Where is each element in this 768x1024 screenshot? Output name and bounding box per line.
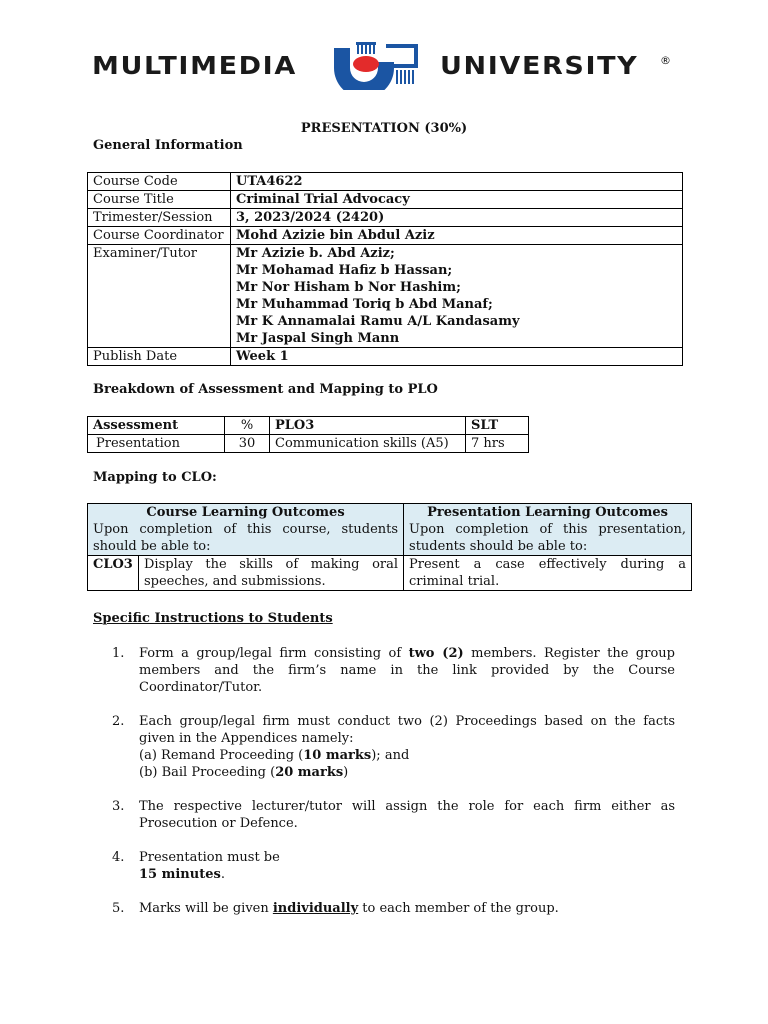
instructions-list <box>112 645 675 934</box>
row-value: UTA4622 <box>231 173 683 191</box>
cell: 30 <box>225 435 270 453</box>
registered-mark: ® <box>660 54 671 67</box>
document-title: PRESENTATION (30%) <box>300 121 468 136</box>
row-label: Course Coordinator <box>88 227 231 245</box>
plo-text: Present a case effectively during a criminal trial. <box>404 556 692 591</box>
table-row <box>88 209 683 227</box>
item-emphasis: individually <box>272 901 359 916</box>
col-header: PLO3 <box>270 417 466 435</box>
item-text: (b) Bail Proceeding ( <box>139 765 276 780</box>
row-value: Week 1 <box>231 348 683 366</box>
plo-header-title: Presentation Learning Outcomes <box>427 505 668 520</box>
table-header-row <box>88 504 692 556</box>
item-emphasis: two (2) <box>408 646 464 661</box>
examiner-name: Mr K Annamalai Ramu A/L Kandasamy <box>236 314 520 329</box>
plo-header-sub: Upon completion of this presentation, students should be able to: <box>409 522 686 554</box>
clo-text: Display the skills of making oral speeches, and submissions. <box>139 556 404 591</box>
item-text: members. Register the group members and the firm’s name in the link provided by the Course Coordinator/Tutor. <box>139 646 675 695</box>
row-value: Mohd Azizie bin Abdul Aziz <box>231 227 683 245</box>
examiner-name: Mr Azizie b. Abd Aziz; <box>236 246 395 261</box>
list-item <box>112 645 675 696</box>
item-number: 3. <box>112 799 125 814</box>
table-row <box>88 348 683 366</box>
clo-header-sub: Upon completion of this course, students should be able to: <box>93 522 399 554</box>
item-number: 2. <box>112 714 125 729</box>
clo-mapping-table <box>87 503 692 591</box>
logo-text-left: MULTIMEDIA <box>92 51 297 80</box>
clo-code: CLO3 <box>88 556 139 591</box>
item-text: (a) Remand Proceeding ( <box>139 748 304 763</box>
cell: Presentation <box>88 435 225 453</box>
breakdown-table <box>87 416 529 453</box>
item-emphasis: 15 minutes <box>139 867 221 882</box>
cell: 7 hrs <box>466 435 529 453</box>
row-label: Publish Date <box>88 348 231 366</box>
plo-header-cell <box>404 504 692 556</box>
item-number: 1. <box>112 646 125 661</box>
item-text: Marks will be given <box>139 901 273 916</box>
item-text: ) <box>343 765 349 780</box>
list-item <box>112 900 675 917</box>
col-header: SLT <box>466 417 529 435</box>
clo-header-cell <box>88 504 404 556</box>
item-text: Each group/legal firm must conduct two (2) Proceedings based on the facts given in the Appendices namely: <box>139 714 675 746</box>
examiner-name: Mr Nor Hisham b Nor Hashim; <box>236 280 461 295</box>
item-text: to each member of the group. <box>358 901 559 916</box>
university-logo <box>90 40 680 90</box>
item-emphasis: 10 marks <box>303 748 372 763</box>
item-text: Form a group/legal firm consisting of <box>139 646 409 661</box>
item-text: . <box>220 867 225 882</box>
logo-text-right: UNIVERSITY <box>440 51 639 80</box>
list-item <box>112 713 675 781</box>
item-number: 4. <box>112 850 125 865</box>
cell: Communication skills (A5) <box>270 435 466 453</box>
row-label: Course Code <box>88 173 231 191</box>
item-emphasis: 20 marks <box>275 765 344 780</box>
item-text: Presentation must be <box>139 850 280 865</box>
item-text: ); and <box>371 748 410 763</box>
general-info-table <box>87 172 683 366</box>
examiner-name: Mr Mohamad Hafiz b Hassan; <box>236 263 453 278</box>
table-row <box>88 227 683 245</box>
university-emblem-icon <box>326 40 426 90</box>
col-header: Assessment <box>88 417 225 435</box>
breakdown-heading: Breakdown of Assessment and Mapping to PLO <box>93 382 438 397</box>
general-info-heading: General Information <box>93 138 243 153</box>
table-row <box>88 191 683 209</box>
row-label: Trimester/Session <box>88 209 231 227</box>
examiner-name: Mr Muhammad Toriq b Abd Manaf; <box>236 297 493 312</box>
col-header: % <box>225 417 270 435</box>
list-item <box>112 849 675 883</box>
clo-header-title: Course Learning Outcomes <box>146 505 345 520</box>
table-row <box>88 173 683 191</box>
row-value: Criminal Trial Advocacy <box>231 191 683 209</box>
row-label: Course Title <box>88 191 231 209</box>
table-header-row <box>88 417 529 435</box>
instructions-heading: Specific Instructions to Students <box>93 611 333 626</box>
item-number: 5. <box>112 901 125 916</box>
list-item <box>112 798 675 832</box>
examiner-name: Mr Jaspal Singh Mann <box>236 331 400 346</box>
table-row <box>88 245 683 348</box>
row-label: Examiner/Tutor <box>88 245 231 348</box>
row-value: 3, 2023/2024 (2420) <box>231 209 683 227</box>
item-text: The respective lecturer/tutor will assign the role for each firm either as Prosecution or Defence. <box>139 799 675 831</box>
table-row <box>88 435 529 453</box>
table-row <box>88 556 692 591</box>
examiner-list <box>231 245 683 348</box>
mapping-heading: Mapping to CLO: <box>93 470 217 485</box>
